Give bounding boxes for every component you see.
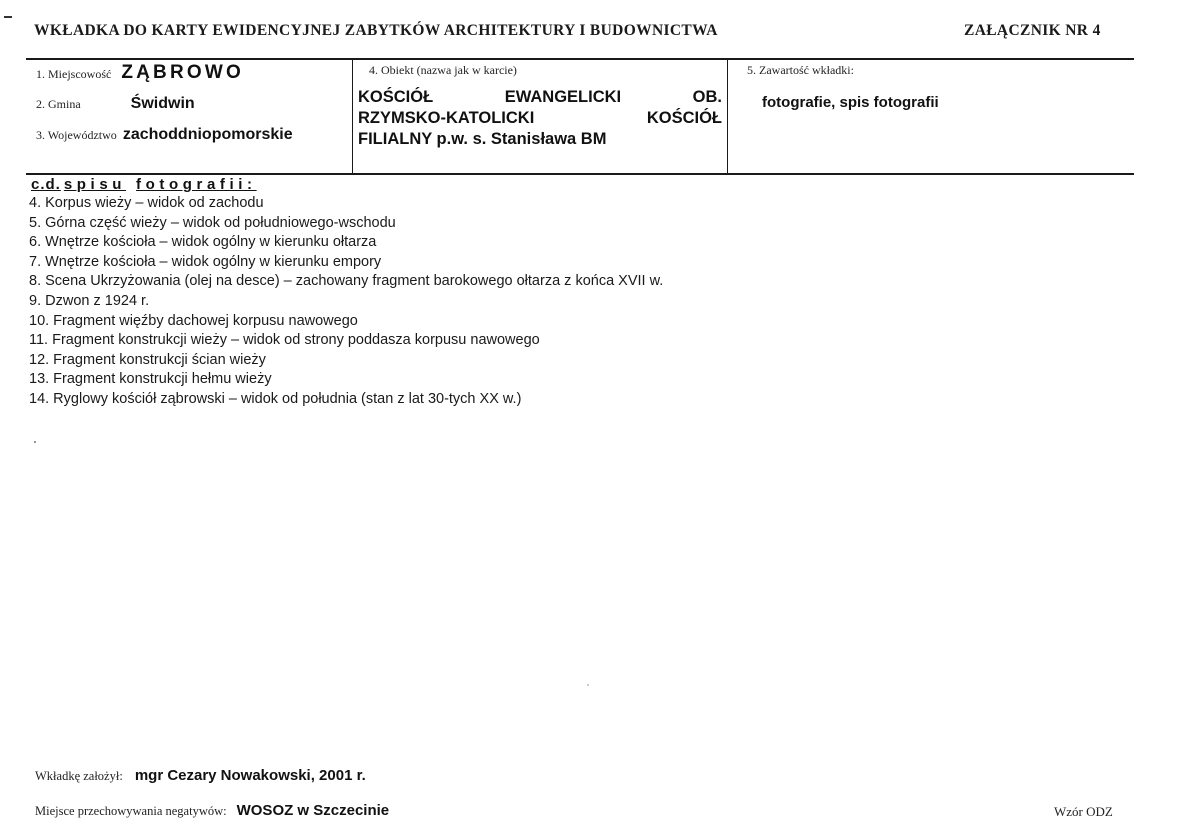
footer-author-label: Wkładkę założył:	[35, 769, 123, 783]
list-item: 13. Fragment konstrukcji hełmu wieży	[29, 371, 272, 388]
template-code: Wzór ODZ	[1054, 804, 1113, 819]
list-item: 7. Wnętrze kościoła – widok ogólny w kierunku empory	[29, 253, 382, 270]
footer-author-value: mgr Cezary Nowakowski, 2001 r.	[134, 767, 366, 784]
list-item: 12. Fragment konstrukcji ścian wieży	[29, 351, 266, 368]
field-commune	[36, 95, 195, 113]
object-word: OB.	[692, 88, 722, 106]
field-locality-value: ZĄBROWO	[121, 62, 244, 83]
list-item: 11. Fragment konstrukcji wieży – widok od strony poddasza korpusu nawowego	[29, 332, 540, 349]
list-item: 10. Fragment więźby dachowej korpusu nawowego	[29, 312, 358, 329]
info-box-divider-1	[352, 59, 353, 174]
field-voivodeship-value: zachoddniopomorskie	[122, 126, 293, 143]
object-line-3: FILIALNY p.w. s. Stanisława BM	[358, 130, 607, 148]
list-item: 4. Korpus wieży – widok od zachodu	[29, 195, 264, 211]
field-commune-value: Świdwin	[130, 95, 195, 112]
scan-speck	[34, 441, 36, 443]
annex-number: ZAŁĄCZNIK NR 4	[964, 22, 1101, 39]
field-voivodeship	[36, 126, 293, 144]
corner-mark	[4, 16, 12, 18]
list-item: 8. Scena Ukrzyżowania (olej na desce) – zachowany fragment barokowego ołtarza z końca XVII w.	[29, 273, 664, 290]
object-line-2	[358, 108, 722, 129]
list-item: 9. Dzwon z 1924 r.	[29, 292, 150, 309]
info-box-top-border	[26, 58, 1134, 60]
photo-list-heading	[31, 176, 257, 193]
field-contents-label: 5. Zawartość wkładki:	[747, 63, 854, 77]
object-word: KOŚCIÓŁ	[358, 88, 434, 106]
list-item: 6. Wnętrze kościoła – widok ogólny w kierunku ołtarza	[29, 234, 377, 251]
object-word: KOŚCIÓŁ	[646, 109, 722, 127]
field-contents-value: fotografie, spis fotografii	[762, 94, 939, 111]
heading-part: c.d.	[31, 176, 61, 193]
document-title: WKŁADKA DO KARTY EWIDENCYJNEJ ZABYTKÓW ARCHITEKTURY I BUDOWNICTWA	[34, 22, 718, 39]
field-locality-label: 1. Miejscowość	[36, 67, 112, 81]
photo-list	[29, 194, 663, 410]
info-box-bottom-border	[26, 173, 1134, 175]
object-word: RZYMSKO-KATOLICKI	[358, 109, 535, 127]
object-word: EWANGELICKI	[504, 88, 622, 106]
object-line-1	[358, 87, 722, 108]
footer-storage	[35, 802, 389, 820]
footer-storage-value: WOSOZ w Szczecinie	[236, 802, 390, 819]
field-commune-label: 2. Gmina	[36, 97, 81, 111]
field-object-label: 4. Obiekt (nazwa jak w karcie)	[369, 63, 517, 77]
footer-storage-label: Miejsce przechowywania negatywów:	[35, 804, 227, 818]
info-box-divider-2	[727, 59, 728, 174]
list-item: 5. Górna część wieży – widok od południowego-wschodu	[29, 214, 396, 231]
scan-speck	[587, 684, 589, 686]
heading-part: fotografii:	[136, 176, 257, 193]
heading-part: spisu	[63, 176, 127, 193]
list-item: 14. Ryglowy kościół ząbrowski – widok od południa (stan z lat 30-tych XX w.)	[29, 390, 522, 407]
footer-author	[35, 767, 366, 785]
field-object-value	[358, 87, 722, 150]
field-locality	[36, 62, 244, 84]
field-voivodeship-label: 3. Województwo	[36, 128, 117, 142]
